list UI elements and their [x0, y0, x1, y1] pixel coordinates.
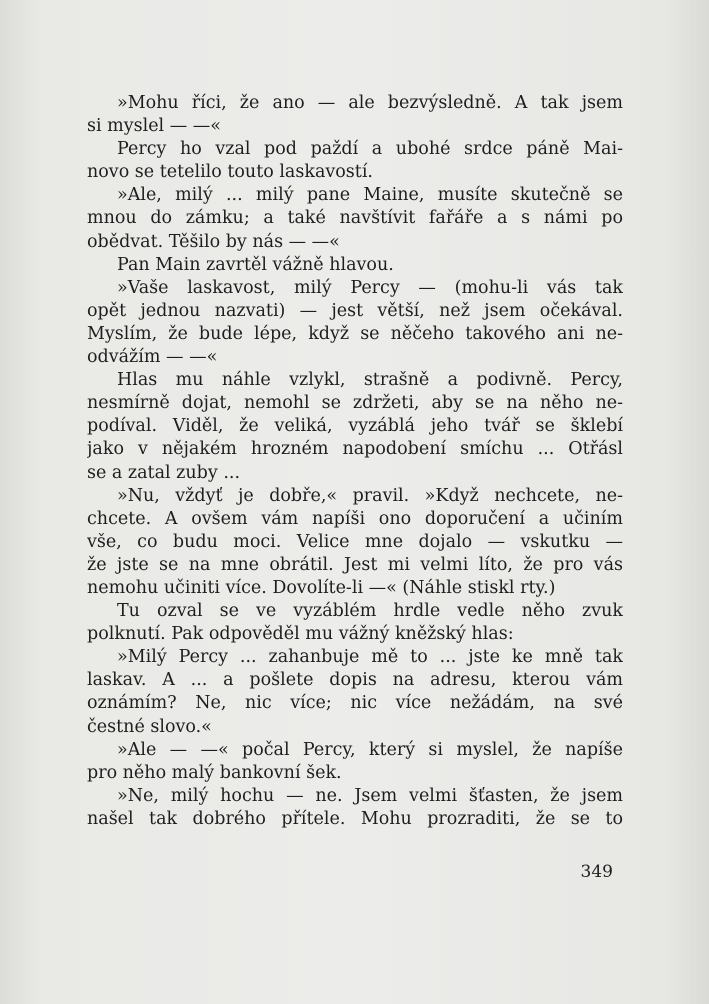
- text-line: vše, co budu moci. Velice mne dojalo — vskutku —: [87, 531, 623, 552]
- text-line: chcete. A ovšem vám napíši ono doporučení a učiním: [87, 508, 623, 529]
- text-line: se a zatal zuby ...: [87, 462, 241, 483]
- text-line: jako v nějakém hrozném napodobení smíchu ... Otřásl: [87, 439, 623, 460]
- text-line: laskav. A ... a pošlete dopis na adresu, kterou vám: [87, 670, 623, 691]
- text-line: našel tak dobrého přítele. Mohu prozraditi, že se to: [87, 808, 623, 829]
- text-line: pro něho malý bankovní šek.: [87, 762, 342, 783]
- text-line: »Milý Percy ... zahanbuje mě to ... jste ke mně tak: [117, 647, 623, 668]
- text-line: nemohu učiniti více. Dovolíte-li —« (Náhle stiskl rty.): [87, 577, 556, 598]
- text-line: odvážím — —«: [87, 347, 218, 368]
- text-line: že jste se na mne obrátil. Jest mi velmi líto, že pro vás: [87, 554, 623, 575]
- text-line: »Ale, milý ... milý pane Maine, musíte skutečně se: [117, 185, 623, 206]
- text-line: Myslím, že bude lépe, když se něčeho takového ani ne-: [87, 323, 623, 344]
- text-line: Pan Main zavrtěl vážně hlavou.: [117, 254, 394, 275]
- body-text: [87, 92, 623, 831]
- text-line: oznámím? Ne, nic více; nic více nežádám, na své: [87, 693, 623, 714]
- text-line: »Nu, vždyť je dobře,« pravil. »Když nechcete, ne-: [117, 485, 623, 506]
- text-line: novo se tetelilo touto laskavostí.: [87, 162, 373, 183]
- text-line: Hlas mu náhle vzlykl, strašně a podivně. Percy,: [117, 370, 623, 391]
- text-line: mnou do zámku; a také navštívit fařáře a s námi po: [87, 208, 623, 229]
- text-line: Percy ho vzal pod paždí a ubohé srdce páně Mai-: [117, 139, 623, 160]
- text-line: čestné slovo.«: [87, 716, 212, 737]
- page-number: 349: [580, 862, 613, 882]
- text-line: si myslel — —«: [87, 116, 221, 137]
- text-line: »Ale — —« počal Percy, který si myslel, že napíše: [117, 739, 623, 760]
- text-line: »Ne, milý hochu — ne. Jsem velmi šťasten, že jsem: [117, 785, 623, 806]
- text-line: nesmírně dojat, nemohl se zdržeti, aby se na něho ne-: [87, 393, 623, 414]
- text-line: »Mohu říci, že ano — ale bezvýsledně. A tak jsem: [117, 93, 623, 113]
- text-line: obědvat. Těšilo by nás — —«: [87, 231, 340, 252]
- text-line: Tu ozval se ve vyzáblém hrdle vedle něho zvuk: [117, 601, 623, 622]
- text-line: opět jednou nazvati) — jest větší, než jsem očekával.: [87, 300, 623, 321]
- text-line: »Vaše laskavost, milý Percy — (mohu-li vás tak: [117, 277, 623, 298]
- text-line: podíval. Viděl, že veliká, vyzáblá jeho tvář se šklebí: [87, 416, 623, 437]
- text-line: polknutí. Pak odpověděl mu vážný kněžský hlas:: [87, 624, 514, 645]
